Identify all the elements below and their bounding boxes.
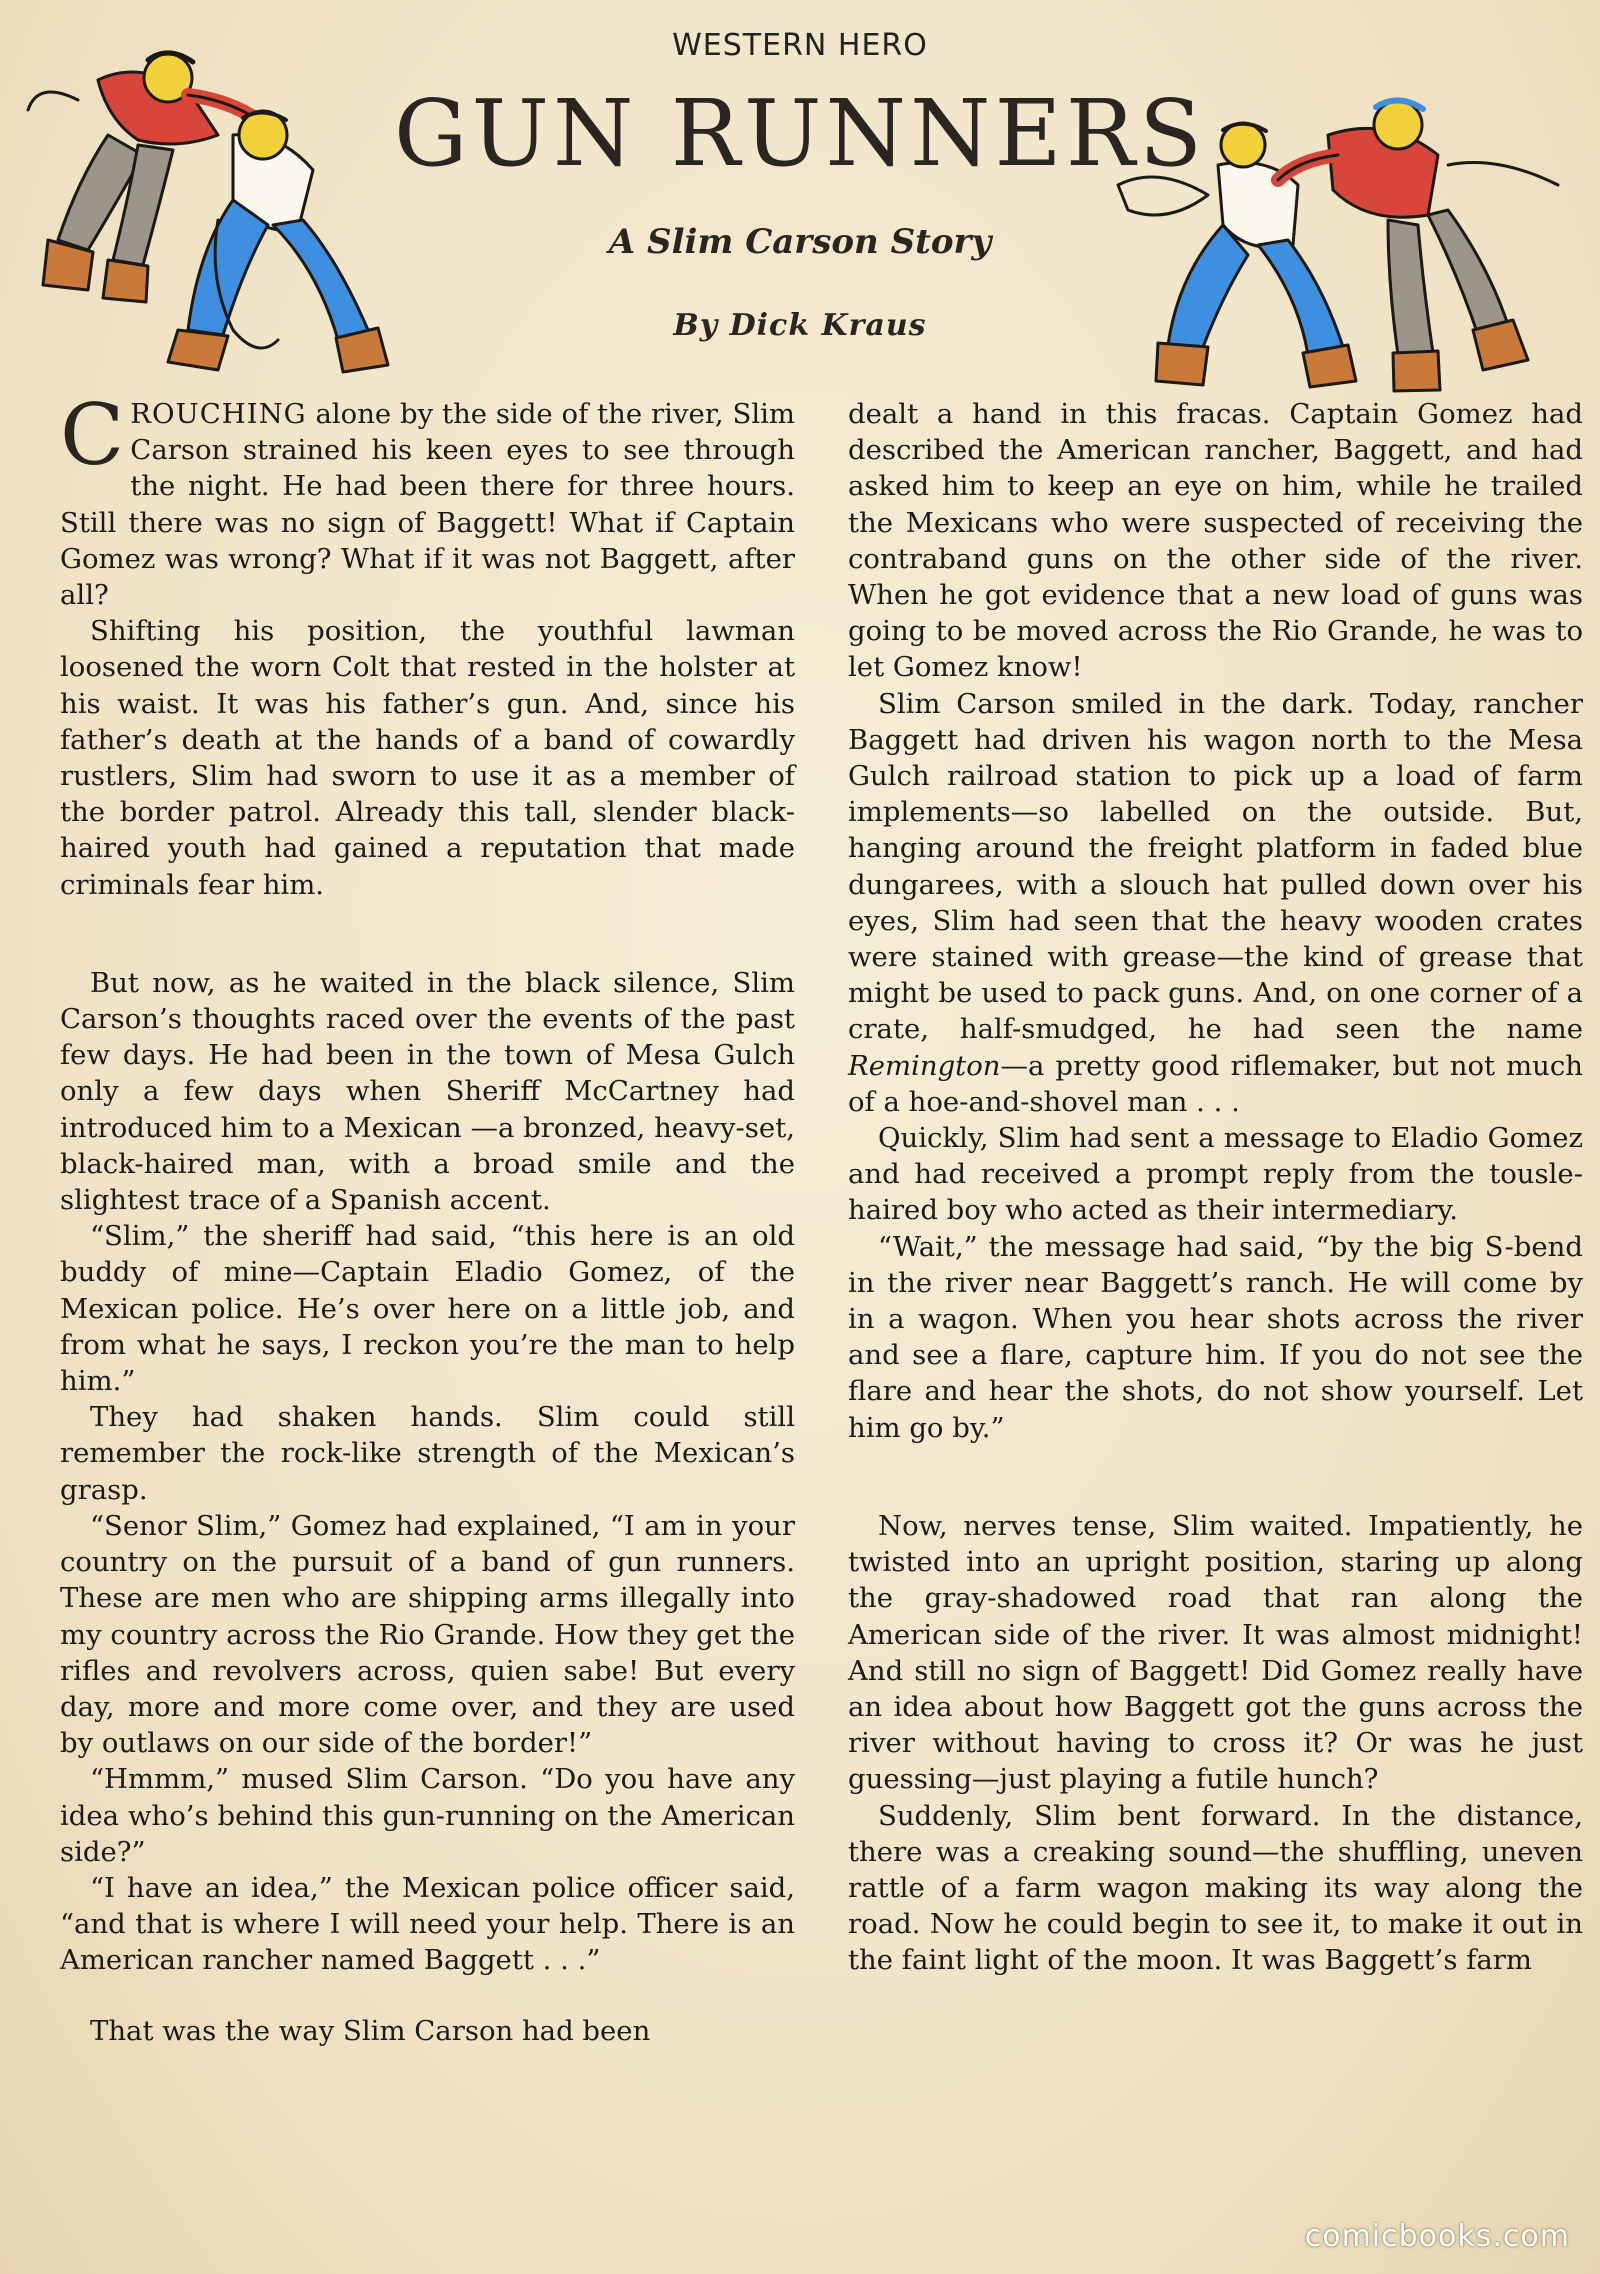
- paragraph-text: —a pretty good riflemaker, but not much of a hoe-and-shovel man . . .: [848, 1049, 1583, 1118]
- paragraph: [60, 386, 795, 613]
- text-column-right: [848, 396, 1583, 1979]
- text-column-left: [60, 386, 795, 2049]
- paragraph: Now, nerves tense, Slim waited. Impatiently, he twisted into an upright position, staring up along the gray-shadowed road that ran along the American side of the river. It was almost midnight! And still no sign of Baggett! Did Gomez really have an idea about how Baggett got the guns across the river without having to cross it? Or was he just guessing—just playing a futile hunch?: [848, 1509, 1583, 1796]
- italic-name: Remington: [848, 1049, 1001, 1082]
- magazine-header: WESTERN HERO: [672, 28, 928, 63]
- paragraph: “I have an idea,” the Mexican police officer said, “and that is where I will need your help. There is an American rancher named Baggett . . .”: [60, 1871, 795, 1977]
- story-byline: By Dick Kraus: [673, 308, 927, 343]
- paragraph: But now, as he waited in the black silence, Slim Carson’s thoughts raced over the events of the past few days. He had been in the town of Mesa Gulch only a few days when Sheriff McCartney had introduced him to a Mexican —a bronzed, heavy-set, black-haired man, with a broad smile and the slightest trace of a Spanish accent.: [60, 966, 795, 1217]
- paragraph: They had shaken hands. Slim could still remember the rock-like strength of the Mexican’s grasp.: [60, 1401, 795, 1506]
- paragraph: [848, 686, 1583, 1120]
- paragraph: “Senor Slim,” Gomez had explained, “I am in your country on the pursuit of a band of gun runners. These are men who are shipping arms illegally into my country across the Rio Grande. How they get the rifles and revolvers across, quien sabe! But every day, more and more come over, and they are used by outlaws on our side of the border!”: [60, 1509, 795, 1760]
- story-subtitle: A Slim Carson Story: [608, 222, 992, 262]
- paragraph: “Wait,” the message had said, “by the big S-bend in the river near Baggett’s ranch. He will come by in a wagon. When you hear shots across the river and see a flare, capture him. If you do not see the flare and hear the shots, do not show yourself. Let him go by.”: [848, 1230, 1583, 1444]
- watermark: comicbooks.com: [1304, 2219, 1570, 2254]
- paragraph: Suddenly, Slim bent forward. In the distance, there was a creaking sound—the shuffling, uneven rattle of a farm wagon making its way along the road. Now he could begin to see it, to make it out in the faint light of the moon. It was Baggett’s farm: [848, 1799, 1583, 1977]
- paragraph-text: alone by the side of the river, Slim Carson strained his keen eyes to see through the night. He had been there for three hours. Still there was no sign of Baggett! What if Captain Gomez was wrong? What if it was not Baggett, after all?: [60, 398, 795, 612]
- story-title: GUN RUNNERS: [393, 80, 1207, 187]
- paragraph: Shifting his position, the youthful lawman loosened the worn Colt that rested in the holster at his waist. It was his father’s gun. And, since his father’s death at the hands of a band of cowardly rustlers, Slim had sworn to use it as a member of the border patrol. Already this tall, slender black-haired youth had gained a reputation that made criminals fear him.: [60, 615, 795, 901]
- paragraph-text: Slim Carson smiled in the dark. Today, rancher Baggett had driven his wagon north to the Mesa Gulch railroad station to pick up a load of farm implements—so labelled on the outside. But, hanging around the freight platform in faded blue dungarees, with a slouch hat pulled down over his eyes, Slim had seen that the heavy wooden crates were stained with grease—the kind of grease that might be used to pack guns. And, on one corner of a crate, half-smudged, he had seen the name: [848, 687, 1583, 1046]
- drop-cap: C: [60, 386, 125, 484]
- paragraph: That was the way Slim Carson had been: [90, 2014, 651, 2047]
- paragraph: “Hmmm,” mused Slim Carson. “Do you have any idea who’s behind this gun-running on the American side?”: [60, 1763, 795, 1868]
- paragraph: Quickly, Slim had sent a message to Eladio Gomez and had received a prompt reply from the tousle-haired boy who acted as their intermediary.: [848, 1122, 1583, 1227]
- paragraph: dealt a hand in this fracas. Captain Gomez had described the American rancher, Baggett, and had asked him to keep an eye on him, while he trailed the Mexicans who were suspected of receiving the contraband guns on the other side of the river. When he got evidence that a new load of guns was going to be moved across the Rio Grande, he was to let Gomez know!: [848, 398, 1583, 684]
- paragraph: “Slim,” the sheriff had said, “this here is an old buddy of mine—Captain Eladio Gomez, of the Mexican police. He’s over here on a little job, and from what he says, I reckon you’re the man to help him.”: [60, 1220, 795, 1398]
- lead-in: ROUCHING: [130, 398, 307, 430]
